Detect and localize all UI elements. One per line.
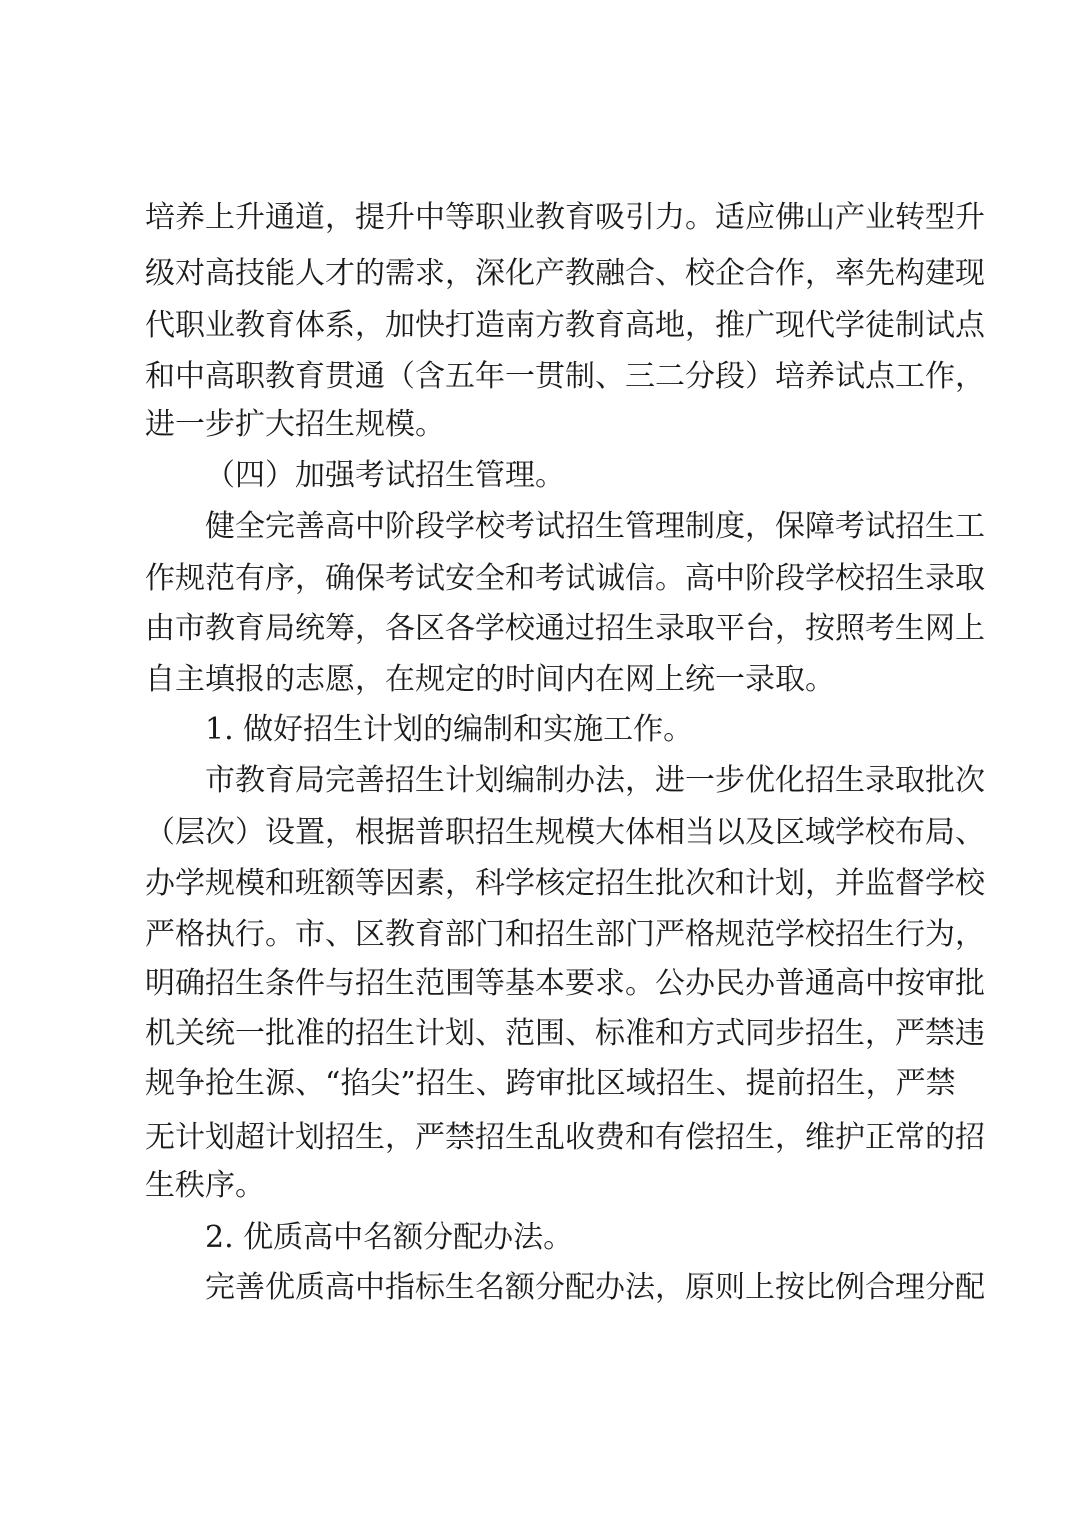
- subsection-heading: 1. 做好招生计划的编制和实施工作。: [205, 712, 694, 747]
- paragraph-line: 规争抢生源、“掐尖”招生、跨审批区域招生、提前招生，严禁: [145, 1066, 956, 1101]
- paragraph-line: （层次）设置，根据普职招生规模大体相当以及区域学校布局、: [145, 815, 985, 850]
- paragraph-line: 自主填报的志愿，在规定的时间内在网上统一录取。: [145, 662, 835, 697]
- paragraph-line: 进一步扩大招生规模。: [145, 407, 445, 442]
- paragraph-line: 培养上升通道，提升中等职业教育吸引力。适应佛山产业转型升: [145, 200, 985, 235]
- paragraph-line: 办学规模和班额等因素，科学核定招生批次和计划，并监督学校: [145, 866, 985, 901]
- section-heading: （四）加强考试招生管理。: [205, 458, 565, 493]
- subsection-heading: 2. 优质高中名额分配办法。: [205, 1220, 574, 1255]
- paragraph-line: 健全完善高中阶段学校考试招生管理制度，保障考试招生工: [205, 509, 985, 544]
- paragraph-line: 和中高职教育贯通（含五年一贯制、三二分段）培养试点工作，: [145, 359, 985, 394]
- paragraph-line: 明确招生条件与招生范围等基本要求。公办民办普通高中按审批: [145, 966, 985, 1001]
- paragraph-line: 机关统一批准的招生计划、范围、标准和方式同步招生，严禁违: [145, 1016, 985, 1051]
- paragraph-line: 由市教育局统筹，各区各学校通过招生录取平台，按照考生网上: [145, 611, 985, 646]
- paragraph-line: 级对高技能人才的需求，深化产教融合、校企合作，率先构建现: [145, 256, 985, 291]
- paragraph-line: 生秩序。: [145, 1168, 265, 1203]
- paragraph-line: 作规范有序，确保考试安全和考试诚信。高中阶段学校招生录取: [145, 561, 985, 596]
- paragraph-line: 无计划超计划招生，严禁招生乱收费和有偿招生，维护正常的招: [145, 1120, 985, 1155]
- paragraph-line: 代职业教育体系，加快打造南方教育高地，推广现代学徒制试点: [145, 308, 985, 343]
- paragraph-line: 完善优质高中指标生名额分配办法，原则上按比例合理分配: [205, 1270, 985, 1305]
- paragraph-line: 严格执行。市、区教育部门和招生部门严格规范学校招生行为，: [145, 917, 985, 952]
- paragraph-line: 市教育局完善招生计划编制办法，进一步优化招生录取批次: [205, 763, 985, 798]
